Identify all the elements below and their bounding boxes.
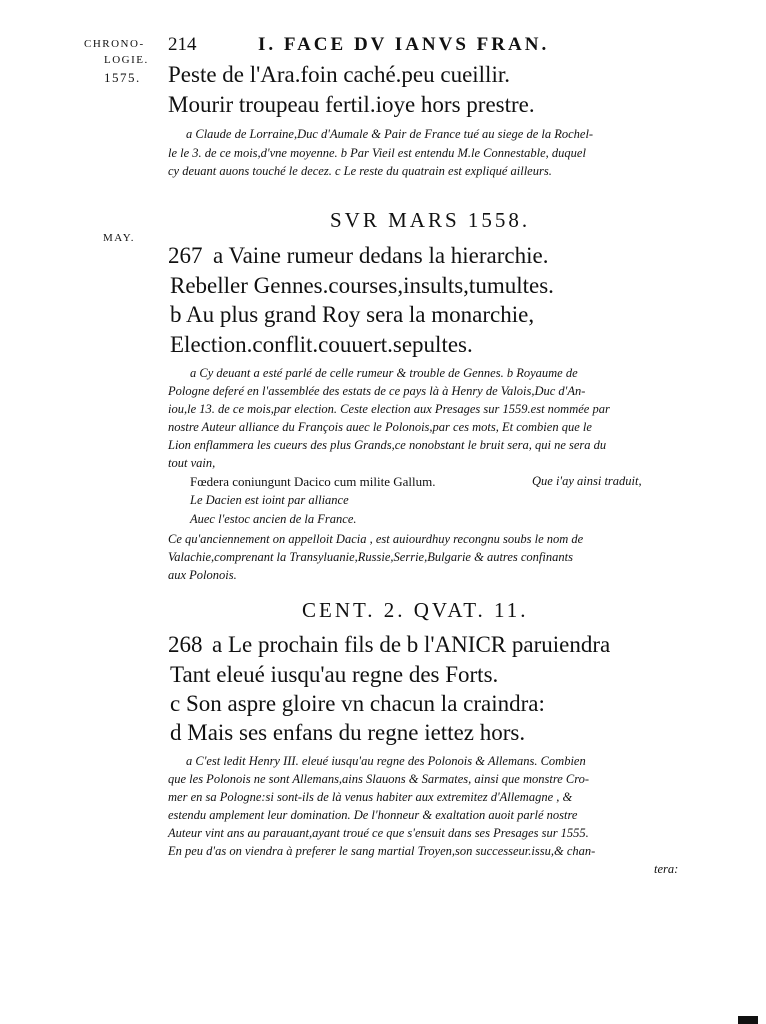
- latin-gloss: Que i'ay ainsi traduit,: [532, 474, 642, 488]
- margin-month: MAY.: [103, 232, 135, 244]
- note-line: Pologne deferé en l'assemblée des estats de ce pays là à Henry de Valois,Duc d'An-: [168, 384, 586, 398]
- french-line: Auec l'estoc ancien de la France.: [190, 512, 357, 526]
- note-line: Auteur vint ans au parauant,ayant troué ce que s'ensuit dans ses Presages sur 1555.: [168, 826, 589, 840]
- note-line: En peu d'as on viendra à preferer le sang martial Troyen,son successeur.issu,& chan-: [168, 844, 596, 858]
- margin-chronologie-cont: LOGIE.: [104, 54, 149, 66]
- scan-edge-mark: [738, 1016, 758, 1024]
- verse-line: Tant eleué iusqu'au regne des Forts.: [170, 662, 499, 687]
- verse-line: Mourir troupeau fertil.ioye hors prestre.: [168, 92, 535, 117]
- margin-chronologie: CHRONO-: [84, 38, 145, 50]
- closing-line: Valachie,comprenant la Transyluanie,Russie,Serrie,Bulgarie & autres confinants: [168, 550, 573, 564]
- note-line: tout vain,: [168, 456, 216, 470]
- french-line: Le Dacien est ioint par alliance: [190, 493, 349, 507]
- quatrain-number: 267: [168, 243, 203, 268]
- closing-line: aux Polonois.: [168, 568, 237, 582]
- verse-line: b Au plus grand Roy sera la monarchie,: [170, 302, 535, 327]
- note-line: estendu amplement leur domination. De l'honneur & exaltation auoit parlé nostre: [168, 808, 578, 822]
- section-heading: CENT. 2. QVAT. 11.: [302, 598, 529, 622]
- margin-year: 1575.: [104, 70, 141, 85]
- verse-line: a Vaine rumeur dedans la hierarchie.: [213, 243, 549, 268]
- section-heading: SVR MARS 1558.: [330, 208, 531, 232]
- closing-line: Ce qu'anciennement on appelloit Dacia , est auiourdhuy recongnu soubs le nom de: [168, 532, 584, 546]
- note-line: a C'est ledit Henry III. eleué iusqu'au regne des Polonois & Allemans. Combien: [186, 754, 586, 768]
- verse-line: Rebeller Gennes.courses,insults,tumultes.: [170, 273, 554, 298]
- note-line: a Cy deuant a esté parlé de celle rumeur & trouble de Gennes. b Royaume de: [190, 366, 578, 380]
- note-line: nostre Auteur alliance du François auec le Polonois,par ces mots, Et combien que le: [168, 420, 592, 434]
- verse-line: a Le prochain fils de b l'ANICR paruiendra: [212, 632, 611, 657]
- verse-line: Election.conflit.couuert.sepultes.: [170, 332, 473, 357]
- running-title: I. FACE DV IANVS FRAN.: [258, 34, 550, 55]
- note-line: a Claude de Lorraine,Duc d'Aumale & Pair de France tué au siege de la Rochel-: [186, 127, 594, 141]
- latin-line: Fœdera coniungunt Dacico cum milite Gallum.: [190, 474, 436, 489]
- verse-line: d Mais ses enfans du regne iettez hors.: [170, 720, 526, 745]
- note-line: mer en sa Pologne:si sont-ils de là venus habiter aux extremitez d'Allemagne , &: [168, 790, 573, 804]
- note-line: Lion enflammera les cueurs des plus Grands,ce nonobstant le bruit sera, qui ne sera du: [168, 438, 607, 452]
- verse-line: c Son aspre gloire vn chacun la craindra:: [170, 691, 545, 716]
- note-line: cy deuant auons touché le decez. c Le reste du quatrain est expliqué ailleurs.: [168, 164, 552, 178]
- note-line: que les Polonois ne sont Allemans,ains Slauons & Sarmates, ainsi que monstre Cro-: [168, 772, 590, 786]
- page-number: 214: [168, 34, 197, 55]
- note-line: iou,le 13. de ce mois,par election. Ceste election aux Presages sur 1559.est nommée par: [168, 402, 610, 416]
- note-line: le le 3. de ce mois,d'vne moyenne. b Par Vieil est entendu M.le Connestable, duquel: [168, 146, 586, 160]
- quatrain-number: 268: [168, 632, 203, 657]
- catchword: tera:: [654, 862, 679, 876]
- verse-line: Peste de l'Ara.foin caché.peu cueillir.: [168, 62, 510, 87]
